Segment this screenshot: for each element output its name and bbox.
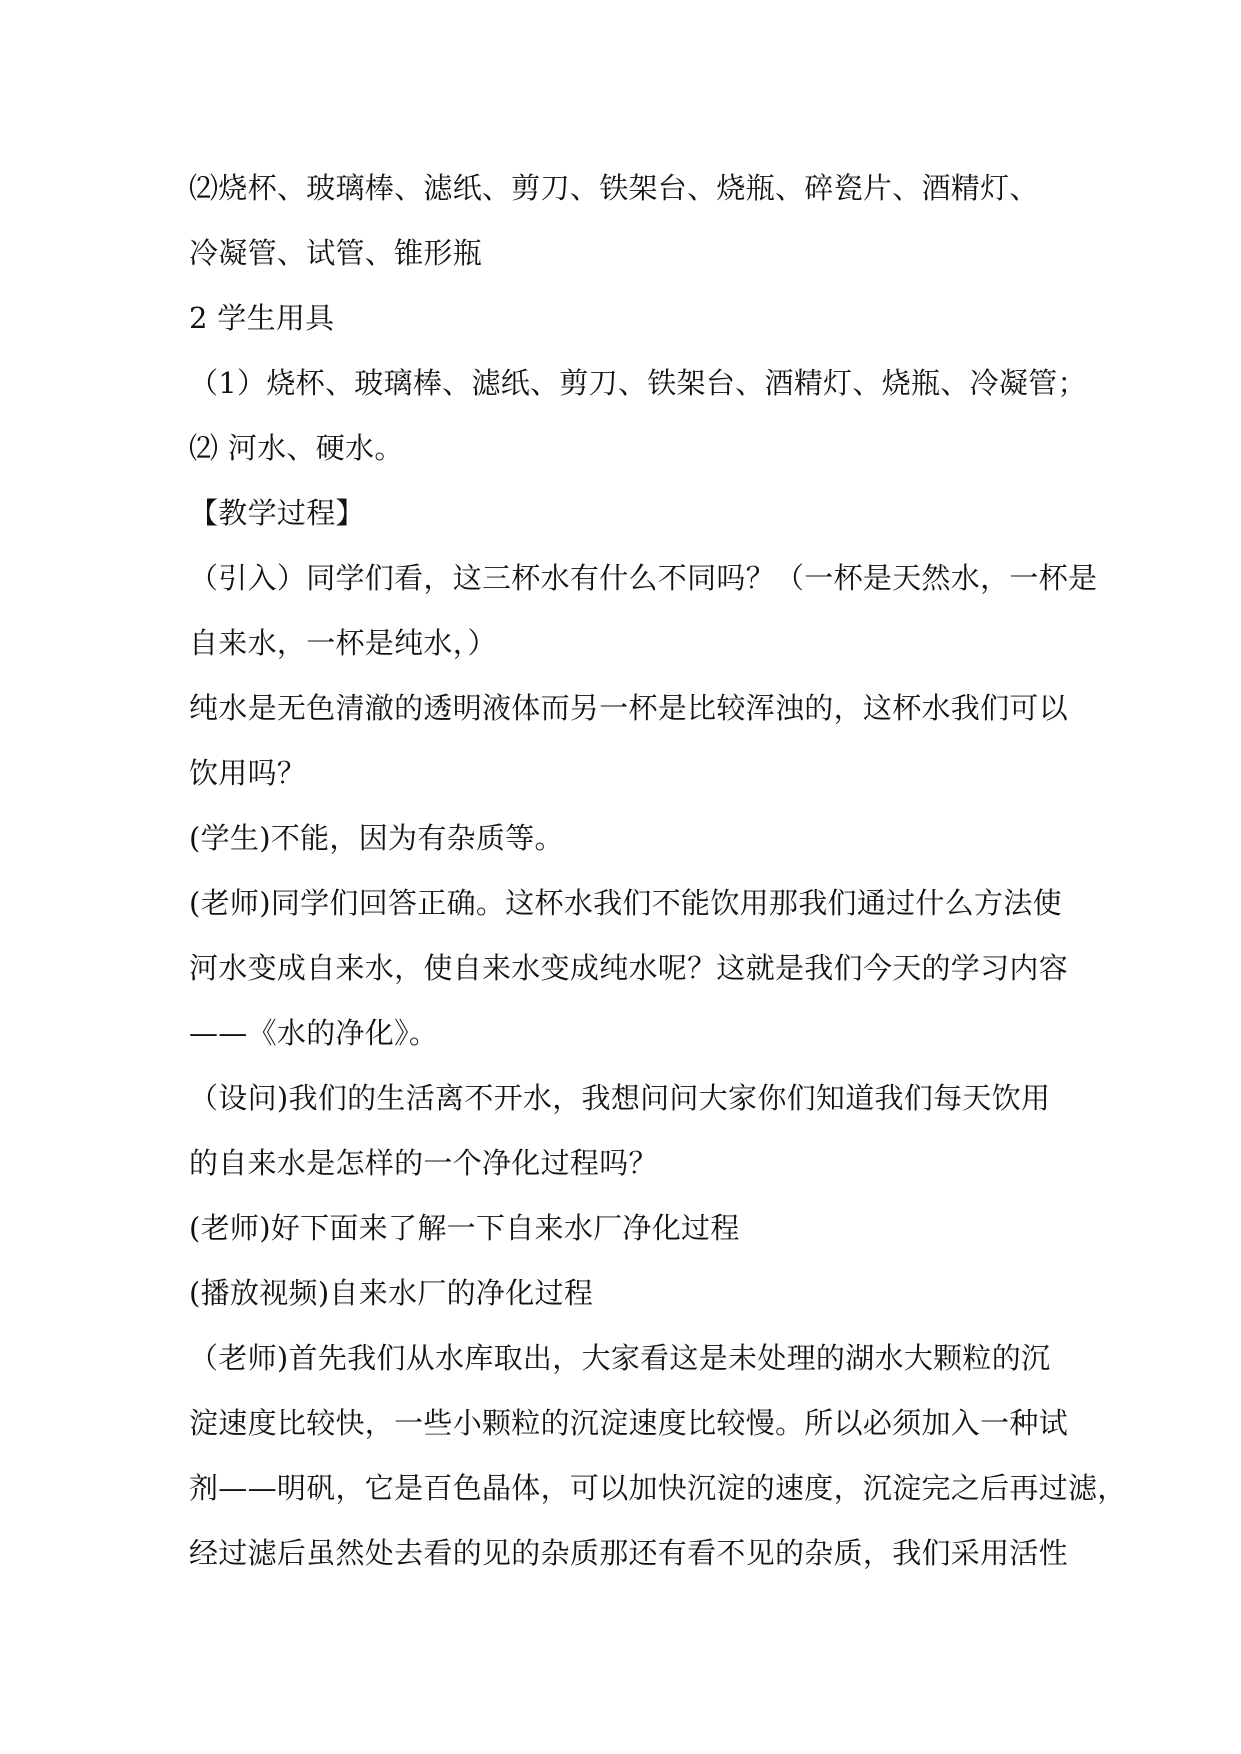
text-line: 的自来水是怎样的一个净化过程吗？ [189, 1146, 658, 1180]
text-line: 2 学生用具 [189, 301, 335, 335]
text-line: (老师)同学们回答正确。这杯水我们不能饮用那我们通过什么方法使 [189, 886, 1062, 920]
text-line: ⑵ 河水、硬水。 [189, 431, 404, 465]
text-line: （老师)首先我们从水库取出，大家看这是未处理的湖水大颗粒的沉 [189, 1341, 1051, 1375]
text-line: (播放视频)自来水厂的净化过程 [189, 1276, 594, 1310]
text-line: 河水变成自来水，使自来水变成纯水呢？这就是我们今天的学习内容 [189, 951, 1069, 985]
text-line: 自来水，一杯是纯水，） [189, 626, 497, 660]
text-line: (学生)不能，因为有杂质等。 [189, 821, 564, 855]
text-line: （1）烧杯、玻璃棒、滤纸、剪刀、铁架台、酒精灯、烧瓶、冷凝管； [189, 366, 1087, 400]
text-line: (老师)好下面来了解一下自来水厂净化过程 [189, 1211, 740, 1245]
text-line: 纯水是无色清澈的透明液体而另一杯是比较浑浊的，这杯水我们可以 [189, 691, 1069, 725]
text-line: 饮用吗？ [189, 756, 307, 790]
section-heading: 【教学过程】 [189, 496, 365, 530]
text-line: ⑵烧杯、玻璃棒、滤纸、剪刀、铁架台、烧瓶、碎瓷片、酒精灯、 [189, 171, 1039, 205]
text-line: （引入）同学们看，这三杯水有什么不同吗？（一杯是天然水，一杯是 [189, 561, 1098, 595]
text-line: ——《水的净化》。 [189, 1016, 439, 1050]
text-line: 经过滤后虽然处去看的见的杂质那还有看不见的杂质，我们采用活性 [189, 1536, 1069, 1570]
text-line: 冷凝管、试管、锥形瓶 [189, 236, 483, 270]
text-line: （设问)我们的生活离不开水，我想问问大家你们知道我们每天饮用 [189, 1081, 1051, 1115]
document-body [189, 156, 1127, 1586]
text-line: 剂——明矾，它是百色晶体，可以加快沉淀的速度，沉淀完之后再过滤， [189, 1471, 1127, 1505]
text-line: 淀速度比较快，一些小颗粒的沉淀速度比较慢。所以必须加入一种试 [189, 1406, 1069, 1440]
